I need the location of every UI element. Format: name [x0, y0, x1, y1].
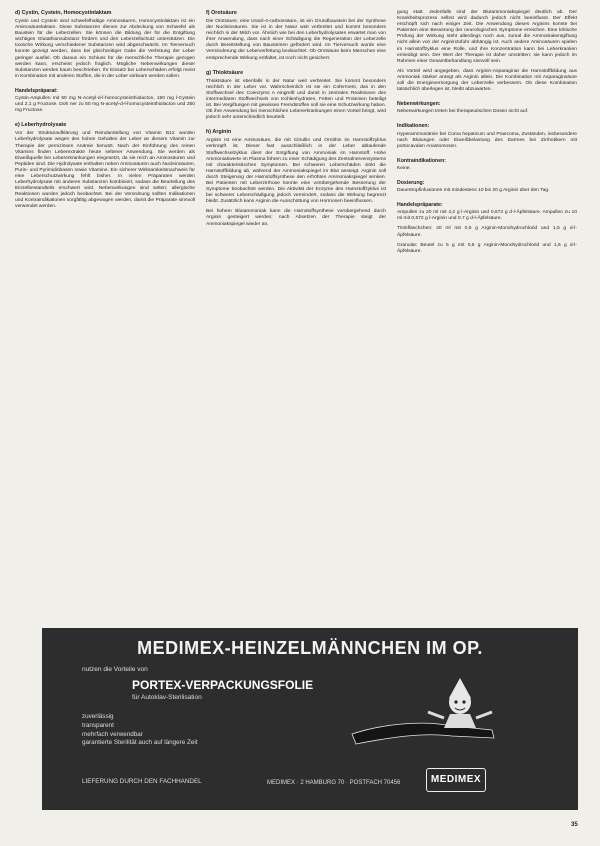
section-kontraindikationen [397, 158, 577, 172]
section-orotsaeure [206, 10, 386, 62]
section-body: Dauertropfinfusionen mit mindestens 10 bis 20 g Arginin über den Tag. [397, 188, 550, 194]
section-subheading: Handelspräparate: [397, 202, 443, 209]
section-body: gung statt. Jedenfalls sind der Blutammoniakspiegel deutlich ab. Der Krankheitsprozess selbst wird dadurch jedoch nicht beeinflusst. Der Effekt erschöpft sich nach einiger Zeit. Die Anwendung dieses Arginins konnte bei Patienten eine Besserung der neurologischen Symptome erreichen. Eine kritische Prüfung der Wirkung steht allerdings noch aus, zumal die Ammoniakentgiftung nicht allein von der Argininzufuhr abhängig ist. Auch andere Aminosäuren spielen im Harnstoffzyklus eine Rolle, und ihre Konzentration kann bei Leberkranken erniedrigt sein. Der Wert der Therapie ist daher umstritten; sie kann jedoch im Rahmen einer Gesamtbehandlung sinnvoll sein. [397, 10, 577, 64]
ad-feature-item: garantierte Sterilität auch auf längere Zeit [82, 739, 198, 747]
section-dosierung [397, 180, 577, 194]
ad-product-name: PORTEX-VERPACKUNGSFOLIE [132, 678, 314, 692]
section-body: Die Orotsäure, eine Uracil-4-carbonsäure, ist ein Grundbaustein bei der Synthese der Nucleinsäuren. Sie ist in der Natur weit verbreitet und kommt besonders reichlich in der Milch vor. Ähnlich wie bei den Leberhydrolysaten erwartet man von ihrer Anwendung, dass nach einer Schädigung die Regeneration der Leberzelle durch Bereitstellung von Bausteinen gefördert wird. Im Tierversuch wurde eine Verminderung der Leberverfettung beobachtet. Ob Orotsäure beim Menschen eine entsprechende Wirkung entfaltet, ist noch nicht gesichert. [206, 19, 386, 61]
section-heading: e) Leberhydrolysate [15, 122, 67, 129]
section-arginin [206, 129, 386, 227]
section-subheading: Nebenwirkungen: [397, 101, 441, 108]
section-heading: d) Cystin, Cystein, Homocystinlaktam [15, 10, 112, 16]
page-number: 35 [571, 822, 578, 828]
section-heading: f) Orotsäure [206, 10, 237, 16]
section-handelspraeparate [397, 202, 577, 255]
section-body: Cystin-Ampullen mit 50 mg N-Acetyl-d-l-homocysteinthiolacton, 150 mg l-Cystein und 2,1 g Fructose. Doh ner zu 50 mg N-acetyl-d-l-homocysteinthiolacton und 250 mg Fructose. [15, 96, 195, 114]
section-cystin [15, 10, 195, 80]
advertisement-medimex [42, 628, 578, 810]
text-column-right [397, 10, 577, 263]
section-body: Nebenwirkungen treten bei therapeutischen Dosen nicht auf. [397, 109, 529, 115]
section-handelspraeparat [15, 88, 195, 114]
section-nebenwirkungen [397, 101, 577, 115]
ad-supply-note: LIEFERUNG DURCH DEN FACHHANDEL [82, 778, 202, 785]
medimex-logo: MEDIMEX [426, 768, 486, 792]
section-subheading: Handelspräparat: [15, 87, 58, 94]
section-body: Als Vorteil wird angegeben, dass Arginin-Asparaginat die Harnstoffbildung aus Ammoniak stärker anregt als Arginin allein. Die Kombination mit Asparaginsäure soll die Energieversorgung der Leberzelle verbessern. Ob diese Kombination tatsächlich überlegen ist, bleibt abzuwarten. [397, 68, 577, 93]
section-arginin-continued [397, 10, 577, 93]
ad-intro: nutzen die Vorteile von [82, 666, 148, 673]
section-heading: h) Arginin [206, 129, 232, 136]
ad-feature-item: mehrfach verwendbar [82, 730, 143, 738]
ad-feature-item: zuverlässig [82, 713, 114, 720]
heinzelmann-illustration [342, 672, 512, 764]
ad-feature-list [82, 713, 198, 748]
section-body: Vor der Strukturaufklärung und Reindarstellung von Vitamin B12 wurden Leberhydrolysate wegen des hohen Gehaltes der Leber an diesem Vitamin zur Therapie der perniziösen Anämie benutzt. Nach der Einführung des reinen Vitamins finden Leberextrakte heute seltener Anwendung. Sie werden als Eiweißquelle bei Lebererkrankungen eingesetzt, da sie reich an Aminosäuren und Peptiden sind. Die Hydrolysate enthalten neben Aminosäuren auch Nucleinsäuren, Purin- und Pyrimidinbasen sowie Vitamine. Ein sicherer Wirksamkeitsnachweis für eine Leberschutzwirkung fehlt bisher. In vielen Präparaten werden Leberhydrolysate mit anderen Substanzen kombiniert, sodass die Beurteilung des Einzelbestandteils erschwert wird. Nebenwirkungen sind selten; allergische Reaktionen wurden jedoch beobachtet. Bei der Verordnung sollten Indikationen und Kontraindikationen sorgfältig abgewogen werden, damit die Präparate sinnvoll verwendet werden. [15, 131, 195, 210]
section-body: Granulat: Beutel zu 5 g mit 0,5 g Arginin-Monohydrochlorid und 1,5 g d-l-Äpfelsäure. [397, 242, 577, 254]
section-heading: g) Thioktsäure [206, 69, 244, 76]
text-column-middle [206, 10, 386, 236]
section-indikationen [397, 123, 577, 149]
ad-address: MEDIMEX · 2 HAMBURG 70 · POSTFACH 70456 [267, 780, 401, 786]
section-body: Arginin ist eine Aminosäure, die mit Citrullin und Ornithin im Harnstoffzyklus verknüpft ist. Dieser fast ausschließlich in der Leber ablaufende Stoffwechselzyklus dient der Entgiftung von Ammoniak im Harnstoff. Hohe Ammoniakwerte im Plasma führen zu einer Schädigung des Zentralnervensystems mit charakteristischen Symptomen. Bei schweren Leberschäden sinkt die Harnstoffbildung ab, während der Ammoniakspiegel im Blut ansteigt. Arginin soll durch Steigerung der Harnstoffsynthese den erhöhten Ammoniakspiegel senken. Bei Patienten mit Leberzirrhose konnte eine vorübergehende Besserung der Symptome beobachtet werden. Die Aktivität der Enzyme des Harnstoffzyklus ist bei schwerer Leberschädigung jedoch vermindert, sodass die Wirkung begrenzt bleibt. Zusätzlich kann Arginin die Ausschüttung von Hormonen beeinflussen. [206, 138, 386, 205]
section-thioktsaeure [206, 70, 386, 122]
section-body: Keine. [397, 165, 411, 171]
text-column-left [15, 10, 195, 219]
section-leberhydrolysate [15, 122, 195, 210]
ad-headline: MEDIMEX-HEINZELMÄNNCHEN IM OP. [137, 638, 483, 658]
section-subheading: Kontraindikationen: [397, 157, 446, 164]
section-body: Hyperammoniämie bei Coma hepaticum und Praecoma, Zuständen, insbesondere nach Blutungen oder Eiweißbelastung des Darmes bei Zirrhotikern mit portocavalen Anastomosen. [397, 131, 577, 149]
section-body: Bei hohem Blutammoniak kann die Harnstoffsynthese vorübergehend durch Arginin gesteigert werden; nach Absetzen der Therapie steigt der Ammoniakspiegel wieder an. [206, 209, 386, 227]
ad-feature-item: transparent [82, 721, 114, 729]
ad-product-subtitle: für Autoklav-Sterilisation [132, 694, 202, 701]
section-body: Cystin und Cystein sind schwefelhaltige Aminosäuren, Homocystinlaktam ist ein Aminosäurelaktam. Diese Substanzen dienen zur Abdeckung von Schwefel als Baustein für die Leberzellen. Sie können die Bildung der für die Entgiftung wichtigen Glutathionsubstanz fördern und den Leberzellschutz unterstützen. Die toxische Wirkung verschiedener Substanzen wird abgeschwächt. Im Tierversuch konnte gezeigt werden, dass bei gleichzeitiger Gabe die Verfettung der Leber geringer ausfiel. Ob daraus ein Schluss für die menschliche Therapie gezogen werden kann, erscheint jedoch fraglich. Mögliche Nebenwirkungen dieser Substanzen werden kaum beschrieben. Ihr Einsatz bei Leberschäden erfolgt meist in Kombination mit anderen Stoffen, die in der Leber wirksam werden sollen. [15, 19, 195, 79]
section-subheading: Dosierung: [397, 179, 425, 186]
section-body: Thioktsäure ist ebenfalls in der Natur weit verbreitet. Sie kommt besonders reichlich in der Leber vor. Wahrscheinlich ist sie ein Coferment, das in den Stoffwechsel des Coenzyms A eingreift und damit in zentralen Reaktionen des intermediären Stoffwechsels von Kohlenhydraten, Fetten und Proteinen beteiligt ist. Bei Vergiftungen mit gewissen Fremdstoffen soll sie eine Schutzwirkung haben. Ob ihre Anwendung bei menschlichen Lebererkrankungen einen Vorteil bringt, wird jedoch sehr unterschiedlich beurteilt. [206, 78, 386, 121]
section-body: Ampullen zu 20 ml mit 4,2 g l-Arginin und 0,672 g d-l-Äpfelsäure. Ampullen zu 10 ml mit 0,672 g l-Arginin und 0,7 g d-l-Äpfelsäure. [397, 210, 577, 222]
section-subheading: Indikationen: [397, 123, 430, 130]
section-body: Trinkfläschchen: 20 ml mit 0,5 g Arginin-Monohydrochlorid und 1,5 g d-l-Äpfelsäure. [397, 226, 577, 238]
